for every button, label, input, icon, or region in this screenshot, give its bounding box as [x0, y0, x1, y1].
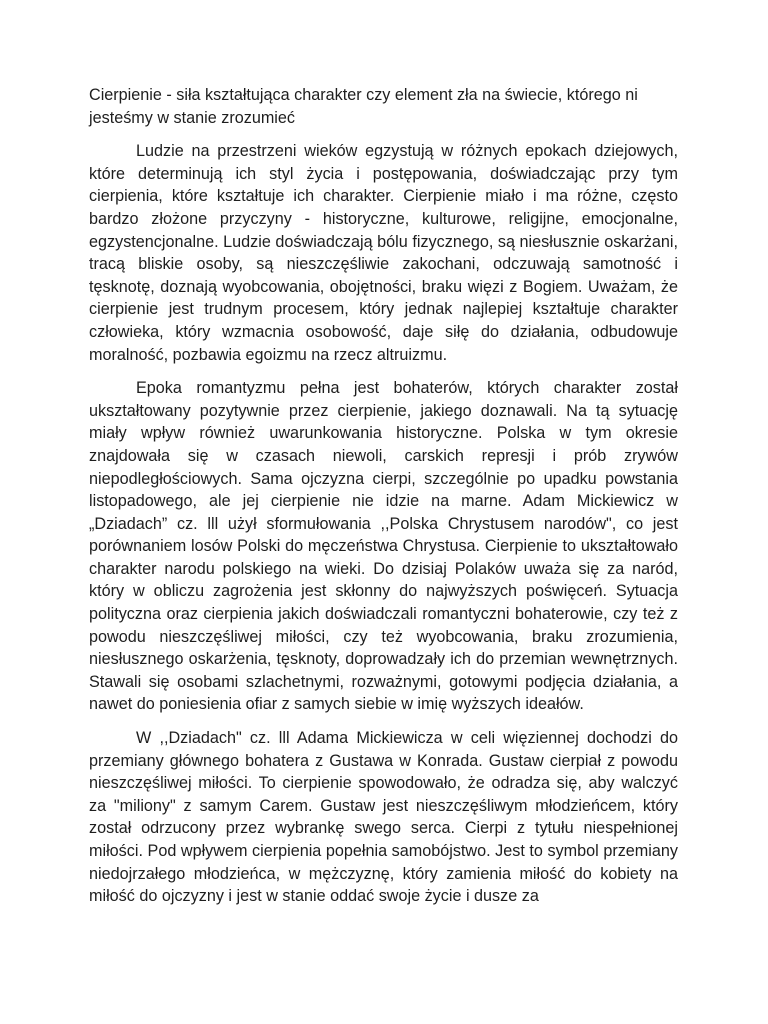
paragraph-3: W ,,Dziadach" cz. lll Adama Mickiewicza w celi więziennej dochodzi do przemiany głównego bohatera z Gustawa w Konrada. Gustaw cierpiał z powodu nieszczęśliwej miłości. To cierpienie spowodowało, że odradza się, aby walczyć za "miliony" z samym Carem. Gustaw jest nieszczęśliwym młodzieńcem, który został odrzucony przez wybrankę swego serca. Cierpi z tytułu niespełnionej miłości. Pod wpływem cierpienia popełnia samobójstwo. Jest to symbol przemiany niedojrzałego młodzieńca, w mężczyznę, który zamienia miłość do kobiety na miłość do ojczyzny i jest w stanie oddać swoje życie i dusze za	[89, 729, 678, 906]
document-page	[89, 84, 678, 919]
document-title: Cierpienie - siła kształtująca charakter czy element zła na świecie, którego ni jesteśmy w stanie zrozumieć	[89, 86, 638, 127]
paragraph-2: Epoka romantyzmu pełna jest bohaterów, których charakter został ukształtowany pozytywnie przez cierpienie, jakiego doznawali. Na tą sytuację miały wpływ również uwarunkowania historyczne. Polska w tym okresie znajdowała się w czasach niewoli, carskich represji i prób zrywów niepodległościowych. Sama ojczyzna cierpi, szczególnie po upadku powstania listopadowego, ale jej cierpienie nie idzie na marne. Adam Mickiewicz w „Dziadach” cz. lll użył sformułowania ,,Polska Chrystusem narodów", co jest porównaniem losów Polski do męczeństwa Chrystusa. Cierpienie to ukształtowało charakter narodu polskiego na wieki. Do dzisiaj Polaków uważa się za naród, który w obliczu zagrożenia jest skłonny do najwyższych poświęceń. Sytuacja polityczna oraz cierpienia jakich doświadczali romantyczni bohaterowie, czy też z powodu nieszczęśliwej miłości, czy też wyobcowania, braku zrozumienia, niesłusznego oskarżenia, tęsknoty, doprowadzały ich do przemian wewnętrznych. Stawali się osobami szlachetnymi, rozważnymi, gotowymi podjęcia działania, a nawet do poniesienia ofiar z samych siebie w imię wyższych ideałów.	[89, 379, 678, 714]
paragraph-1: Ludzie na przestrzeni wieków egzystują w różnych epokach dziejowych, które determinują ich styl życia i postępowania, doświadczając przy tym cierpienia, które kształtuje ich charakter. Cierpienie miało i ma różne, często bardzo złożone przyczyny - historyczne, kulturowe, religijne, emocjonalne, egzystencjonalne. Ludzie doświadczają bólu fizycznego, są niesłusznie oskarżani, tracą bliskie osoby, są nieszczęśliwie zakochani, odczuwają samotność i tęsknotę, doznają wyobcowania, obojętności, braku więzi z Bogiem. Uważam, że cierpienie jest trudnym procesem, który jednak najlepiej kształtuje charakter człowieka, który wzmacnia osobowość, daje siłę do działania, odbudowuje moralność, pozbawia egoizmu na rzecz altruizmu.	[89, 142, 678, 364]
